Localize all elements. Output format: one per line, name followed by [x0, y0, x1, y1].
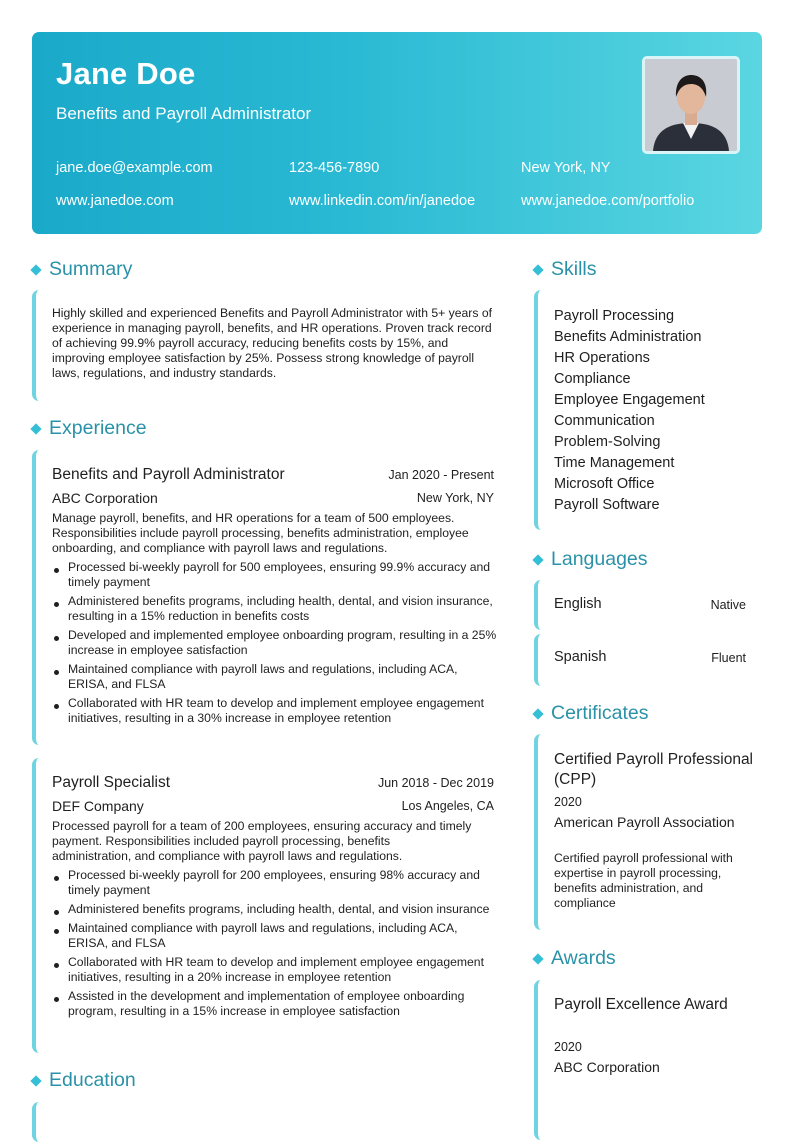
list-item: Collaborated with HR team to develop and implement employee engagement initiatives, resulting in a 20% increase in employee retention: [52, 955, 498, 985]
portfolio-link[interactable]: www.janedoe.com/portfolio: [521, 193, 695, 209]
language-level: Native: [710, 598, 746, 612]
list-item: Developed and implemented employee onboarding program, resulting in a 25% increase in employee satisfaction: [52, 628, 498, 658]
certificates-heading: [532, 702, 649, 725]
job-description: Manage payroll, benefits, and HR operations for a team of 500 employees. Responsibilities include payroll processing, benefits administration, employee onboarding, and compliance with payroll laws and regulations.: [52, 511, 469, 555]
certificate-accent-bar: [534, 734, 548, 930]
list-item: Compliance: [554, 371, 631, 387]
job-location: Los Angeles, CA: [401, 799, 494, 813]
diamond-icon: [532, 264, 543, 275]
skills-accent-bar: [534, 290, 548, 530]
experience-heading: [30, 417, 147, 440]
diamond-icon: [532, 953, 543, 964]
list-item: Administered benefits programs, including health, dental, and vision insurance: [52, 902, 498, 917]
resume-header: [32, 32, 762, 234]
list-item: Collaborated with HR team to develop and implement employee engagement initiatives, resulting in a 30% increase in employee retention: [52, 696, 498, 726]
language-accent-bar: [534, 634, 548, 686]
experience-accent-bar: [32, 450, 46, 745]
linkedin-link[interactable]: www.linkedin.com/in/janedoe: [289, 193, 476, 209]
list-item: Benefits Administration: [554, 329, 702, 345]
job-location: New York, NY: [416, 491, 494, 505]
job-title: Payroll Specialist: [52, 774, 171, 791]
award-accent-bar: [534, 980, 548, 1140]
education-heading-label: Education: [49, 1069, 136, 1091]
job-company: DEF Company: [52, 798, 144, 814]
job-date: Jan 2020 - Present: [388, 468, 494, 482]
skills-list: [554, 306, 705, 516]
list-item: Processed bi-weekly payroll for 500 employees, ensuring 99.9% accuracy and timely payment: [52, 560, 498, 590]
job-company: ABC Corporation: [52, 490, 158, 506]
languages-heading: [532, 548, 648, 571]
job-title: Benefits and Payroll Administrator: [52, 466, 285, 483]
job-description: Processed payroll for a team of 200 employees, ensuring accuracy and timely payment. Responsibilities included payroll processing, benefits administration, and compliance with payroll laws and regulations.: [52, 819, 472, 863]
list-item: Administered benefits programs, including health, dental, and vision insurance, resulting in a 15% reduction in benefits costs: [52, 594, 498, 624]
profile-photo: [642, 56, 740, 154]
education-accent-bar: [32, 1102, 46, 1142]
email-link[interactable]: jane.doe@example.com: [56, 160, 213, 176]
certificate-year: 2020: [554, 795, 582, 809]
language-accent-bar: [534, 580, 548, 630]
award-name: Payroll Excellence Award: [554, 996, 728, 1013]
experience-heading-label: Experience: [49, 417, 147, 439]
diamond-icon: [30, 423, 41, 434]
language-name: English: [554, 596, 602, 612]
list-item: Maintained compliance with payroll laws and regulations, including ACA, ERISA, and FLSA: [52, 662, 498, 692]
diamond-icon: [30, 1075, 41, 1086]
location-text: New York, NY: [521, 160, 611, 176]
list-item: Processed bi-weekly payroll for 200 employees, ensuring 98% accuracy and timely payment: [52, 868, 498, 898]
list-item: HR Operations: [554, 350, 650, 366]
language-name: Spanish: [554, 649, 607, 665]
summary-accent-bar: [32, 290, 46, 401]
language-level: Fluent: [711, 651, 746, 665]
job-bullets: [52, 560, 498, 730]
award-issuer: ABC Corporation: [554, 1059, 660, 1075]
skills-heading: [532, 258, 597, 281]
summary-heading: [30, 258, 132, 281]
list-item: Maintained compliance with payroll laws and regulations, including ACA, ERISA, and FLSA: [52, 921, 498, 951]
experience-accent-bar: [32, 758, 46, 1053]
certificates-heading-label: Certificates: [551, 702, 649, 724]
certificate-description: Certified payroll professional with expertise in payroll processing, benefits administration, and compliance: [554, 851, 733, 910]
phone-number: 123-456-7890: [289, 160, 380, 176]
list-item: Payroll Software: [554, 497, 660, 513]
diamond-icon: [30, 264, 41, 275]
diamond-icon: [532, 554, 543, 565]
website-link[interactable]: www.janedoe.com: [56, 193, 174, 209]
awards-heading-label: Awards: [551, 947, 616, 969]
awards-heading: [532, 947, 616, 970]
diamond-icon: [532, 708, 543, 719]
summary-heading-label: Summary: [49, 258, 133, 280]
certificate-name: Certified Payroll Professional (CPP): [554, 751, 754, 788]
education-heading: [30, 1069, 136, 1092]
list-item: Employee Engagement: [554, 392, 705, 408]
candidate-name: Jane Doe: [56, 56, 196, 91]
list-item: Assisted in the development and implementation of employee onboarding program, resulting in a 15% increase in employee satisfaction: [52, 989, 498, 1019]
job-date: Jun 2018 - Dec 2019: [377, 776, 494, 790]
skills-heading-label: Skills: [551, 258, 597, 280]
job-bullets: [52, 868, 498, 1023]
list-item: Time Management: [554, 455, 675, 471]
summary-text: Highly skilled and experienced Benefits and Payroll Administrator with 5+ years of experience in managing payroll, benefits, and HR operations. Proven track record of achieving 99.9% payroll accuracy, reducing benefits costs by 15%, and improving employee satisfaction by 25%. Possess strong knowledge of payroll laws, regulations, and industry standards.: [52, 306, 492, 380]
list-item: Problem-Solving: [554, 434, 661, 450]
candidate-title: Benefits and Payroll Administrator: [56, 104, 312, 123]
award-year: 2020: [554, 1040, 582, 1054]
list-item: Microsoft Office: [554, 476, 655, 492]
list-item: Payroll Processing: [554, 308, 675, 324]
certificate-issuer: American Payroll Association: [554, 814, 735, 830]
languages-heading-label: Languages: [551, 548, 648, 570]
list-item: Communication: [554, 413, 655, 429]
person-portrait-icon: [645, 59, 737, 151]
